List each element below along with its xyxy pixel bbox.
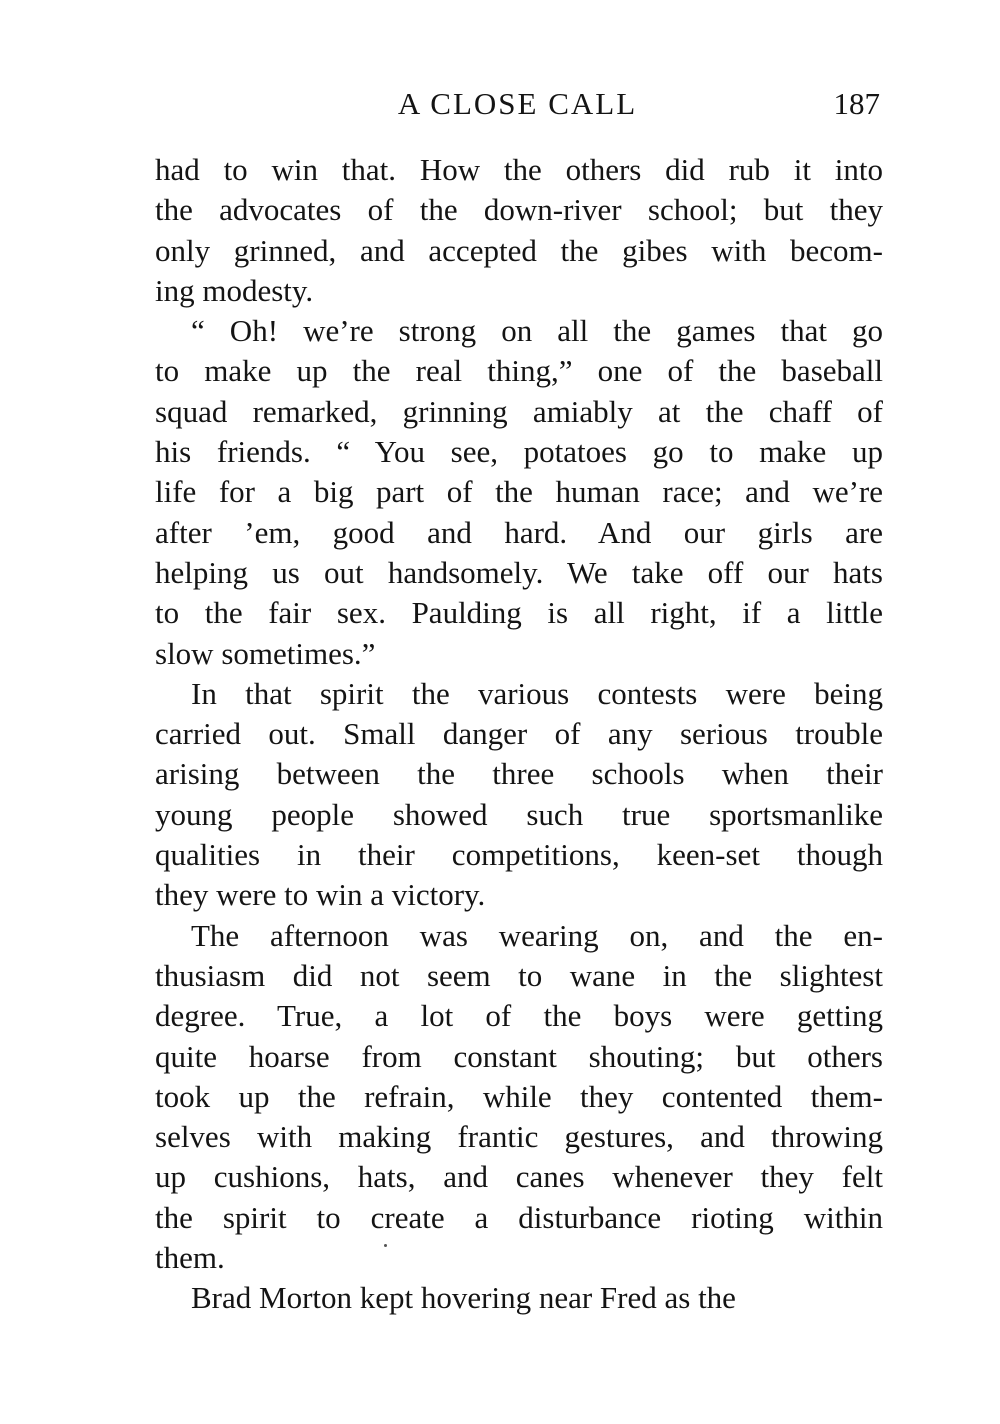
text-line: they were to win a victory. bbox=[155, 877, 486, 913]
body-text bbox=[155, 150, 883, 1319]
text-line: helping us out handsomely. We take off our hats bbox=[155, 554, 883, 590]
text-line: young people showed such true sportsmanlike bbox=[155, 796, 883, 832]
text-line: carried out. Small danger of any serious trouble bbox=[155, 716, 883, 752]
paragraph bbox=[155, 311, 883, 674]
text-line: the advocates of the down-river school; but they bbox=[155, 192, 883, 228]
text-line: squad remarked, grinning amiably at the chaff of bbox=[155, 393, 883, 429]
text-line: to the fair sex. Paulding is all right, if a little bbox=[155, 595, 883, 631]
text-line: only grinned, and accepted the gibes with becom- bbox=[155, 232, 883, 268]
text-line: Brad Morton kept hovering near Fred as the bbox=[191, 1280, 736, 1316]
text-line: degree. True, a lot of the boys were getting bbox=[155, 998, 883, 1034]
text-line: ing modesty. bbox=[155, 272, 314, 308]
text-line: to make up the real thing,” one of the baseball bbox=[155, 353, 883, 389]
text-line: In that spirit the various contests were being bbox=[191, 675, 883, 711]
text-line: quite hoarse from constant shouting; but others bbox=[155, 1038, 883, 1074]
paragraph bbox=[155, 150, 883, 311]
paragraph bbox=[155, 1278, 883, 1318]
text-line: “ Oh! we’re strong on all the games that go bbox=[191, 313, 883, 349]
text-line: the spirit to create a disturbance rioting within bbox=[155, 1199, 883, 1235]
text-line: selves with making frantic gestures, and throwing bbox=[155, 1119, 883, 1155]
paragraph bbox=[155, 674, 883, 916]
text-line: took up the refrain, while they contented them- bbox=[155, 1078, 883, 1114]
text-line: his friends. “ You see, potatoes go to make up bbox=[155, 434, 883, 470]
text-line: arising between the three schools when their bbox=[155, 756, 883, 792]
text-line: thusiasm did not seem to wane in the slightest bbox=[155, 957, 883, 993]
running-head bbox=[155, 82, 880, 126]
print-speck bbox=[384, 1244, 387, 1247]
text-line: had to win that. How the others did rub it into bbox=[155, 152, 883, 187]
chapter-title: A CLOSE CALL bbox=[397, 86, 638, 121]
text-line: them. bbox=[155, 1240, 225, 1276]
text-line: after ’em, good and hard. And our girls are bbox=[155, 514, 883, 550]
paragraph bbox=[155, 916, 883, 1279]
text-line: slow sometimes.” bbox=[155, 635, 376, 671]
page-number: 187 bbox=[833, 86, 880, 121]
text-line: up cushions, hats, and canes whenever they felt bbox=[155, 1159, 883, 1195]
text-line: life for a big part of the human race; and we’re bbox=[155, 474, 883, 510]
text-line: The afternoon was wearing on, and the en- bbox=[191, 917, 883, 953]
text-line: qualities in their competitions, keen-set though bbox=[155, 837, 883, 873]
